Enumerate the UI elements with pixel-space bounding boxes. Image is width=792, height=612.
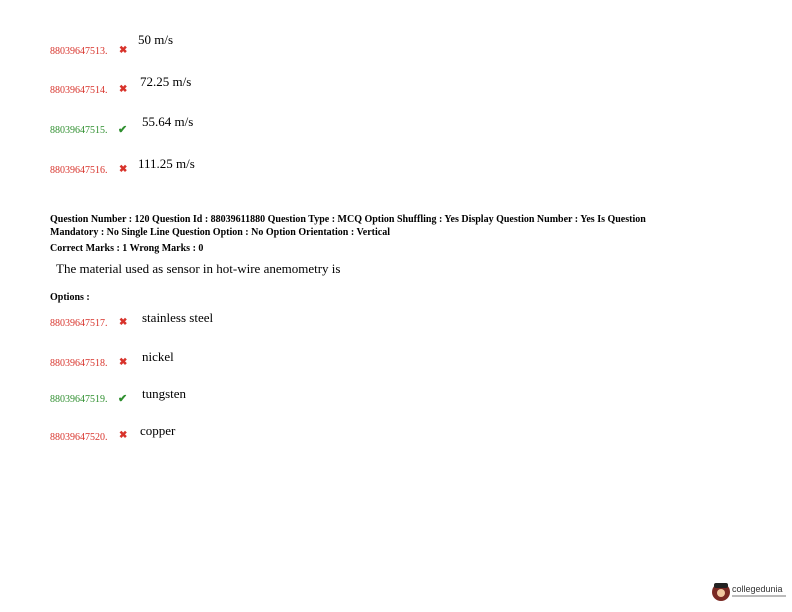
logo-tagline	[732, 595, 786, 597]
question-meta-line2: Mandatory : No Single Line Question Option : No Option Orientation : Vertical	[50, 227, 391, 238]
question-meta	[50, 213, 740, 239]
option-id: 88039647515.	[50, 125, 108, 136]
option-id: 88039647517.	[50, 318, 108, 329]
question-meta-line1: Question Number : 120 Question Id : 88039611880 Question Type : MCQ Option Shuffling : Yes Display Question Number : Yes Is Question	[50, 214, 646, 225]
option-text: tungsten	[142, 386, 187, 401]
cross-icon: ✖	[119, 164, 128, 175]
option-id: 88039647513.	[50, 46, 108, 57]
collegedunia-logo	[712, 582, 788, 604]
cross-icon: ✖	[119, 84, 128, 95]
option-id: 88039647519.	[50, 394, 108, 405]
check-icon: ✔	[118, 393, 128, 405]
check-icon: ✔	[118, 124, 128, 136]
option-id: 88039647520.	[50, 432, 108, 443]
cross-icon: ✖	[119, 317, 128, 328]
option-text: 55.64 m/s	[142, 114, 194, 129]
option-id: 88039647518.	[50, 358, 108, 369]
options-label: Options :	[50, 292, 90, 303]
cross-icon: ✖	[119, 430, 128, 441]
option-text: stainless steel	[142, 310, 214, 325]
marks-info: Correct Marks : 1 Wrong Marks : 0	[50, 243, 204, 254]
option-text: 111.25 m/s	[138, 156, 195, 171]
logo-text: collegedunia	[732, 584, 783, 594]
option-id: 88039647516.	[50, 165, 108, 176]
logo-badge-icon	[712, 583, 730, 601]
cross-icon: ✖	[119, 357, 128, 368]
option-text: 72.25 m/s	[140, 74, 192, 89]
question-text: The material used as sensor in hot-wire anemometry is	[56, 261, 341, 276]
option-text: 50 m/s	[138, 32, 174, 47]
option-text: copper	[140, 423, 176, 438]
option-text: nickel	[142, 349, 174, 364]
option-id: 88039647514.	[50, 85, 108, 96]
cross-icon: ✖	[119, 45, 128, 56]
